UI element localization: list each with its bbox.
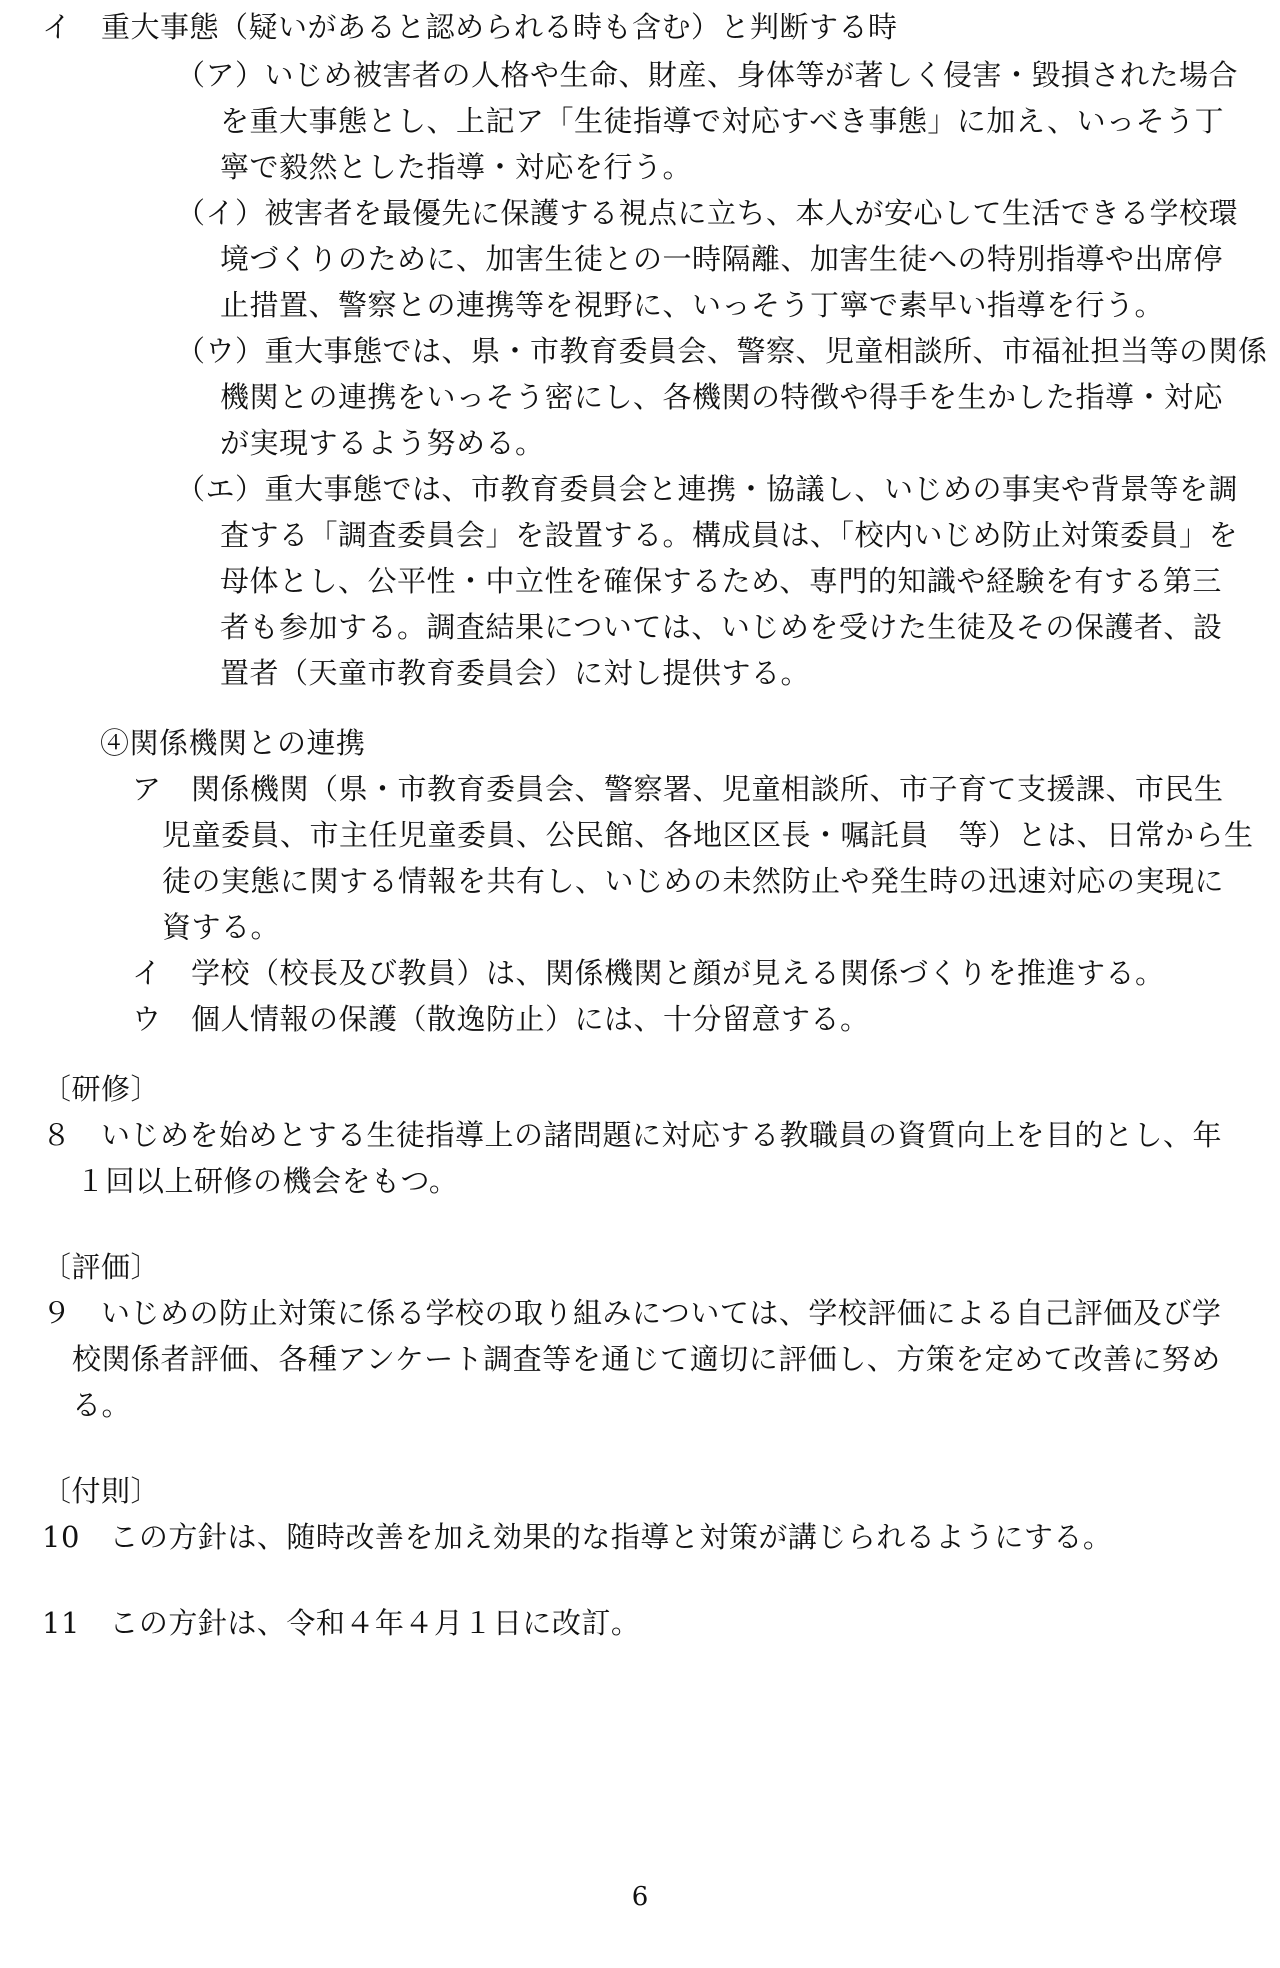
- item-i-cont-line: 境づくりのために、加害生徒との一時隔離、加害生徒への特別指導や出席停: [220, 242, 1224, 276]
- item-e-cont-line: 置者（天童市教育委員会）に対し提供する。: [220, 656, 811, 690]
- liaison-item-i: イ 学校（校長及び教員）は、関係機関と顔が見える関係づくりを推進する。: [132, 956, 1165, 990]
- item-i-cont-line: 止措置、警察との連携等を視野に、いっそう丁寧で素早い指導を行う。: [220, 288, 1165, 322]
- supplementary-item-11: 11 この方針は、令和４年４月１日に改訂。: [42, 1606, 641, 1640]
- training-first-line: ８ いじめを始めとする生徒指導上の諸問題に対応する教職員の資質向上を目的とし、年: [42, 1118, 1223, 1152]
- item-a-first-line: （ア）いじめ被害者の人格や生命、財産、身体等が著しく侵害・毀損された場合: [176, 58, 1239, 92]
- item-e-cont-line: 査する「調査委員会」を設置する。構成員は、「校内いじめ防止対策委員」を: [220, 518, 1239, 552]
- item-u-first-line: （ウ）重大事態では、県・市教育委員会、警察、児童相談所、市福祉担当等の関係: [176, 334, 1268, 368]
- item-u-cont-line: 機関との連携をいっそう密にし、各機関の特徴や得手を生かした指導・対応: [220, 380, 1224, 414]
- evaluation-heading: 〔評価〕: [42, 1250, 161, 1284]
- liaison-item-a-cont-line: 資する。: [162, 910, 281, 944]
- item-a-cont-line: を重大事態とし、上記ア「生徒指導で対応すべき事態」に加え、いっそう丁: [220, 104, 1225, 138]
- liaison-item-u: ウ 個人情報の保護（散逸防止）には、十分留意する。: [132, 1002, 870, 1036]
- item-u-cont-line: が実現するよう努める。: [220, 426, 545, 460]
- item-a-cont-line: 寧で毅然とした指導・対応を行う。: [220, 150, 693, 184]
- training-heading: 〔研修〕: [42, 1072, 161, 1106]
- evaluation-cont-line: 校関係者評価、各種アンケート調査等を通じて適切に評価し、方策を定めて改善に努め: [72, 1342, 1221, 1376]
- supplementary-item-10: 10 この方針は、随時改善を加え効果的な指導と対策が講じられるようにする。: [42, 1520, 1113, 1554]
- item-e-cont-line: 母体とし、公平性・中立性を確保するため、専門的知識や経験を有する第三: [220, 564, 1222, 598]
- page-number: 6: [631, 1882, 649, 1912]
- liaison-item-a-cont-line: 児童委員、市主任児童委員、公民館、各地区区長・嘱託員 等）とは、日常から生: [162, 818, 1254, 852]
- evaluation-first-line: ９ いじめの防止対策に係る学校の取り組みについては、学校評価による自己評価及び学: [42, 1296, 1222, 1330]
- section-i-heading: イ 重大事態（疑いがあると認められる時も含む）と判断する時: [42, 10, 898, 44]
- liaison-item-a-first-line: ア 関係機関（県・市教育委員会、警察署、児童相談所、市子育て支援課、市民生: [132, 772, 1224, 806]
- supplementary-heading: 〔付則〕: [42, 1474, 161, 1508]
- liaison-item-a-cont-line: 徒の実態に関する情報を共有し、いじめの未然防止や発生時の迅速対応の実現に: [162, 864, 1225, 898]
- item-e-first-line: （エ）重大事態では、市教育委員会と連携・協議し、いじめの事実や背景等を調: [176, 472, 1239, 506]
- section-4-heading: ④関係機関との連携: [100, 726, 366, 760]
- evaluation-cont-line: る。: [72, 1388, 132, 1422]
- item-i-first-line: （イ）被害者を最優先に保護する視点に立ち、本人が安心して生活できる学校環: [176, 196, 1239, 230]
- item-e-cont-line: 者も参加する。調査結果については、いじめを受けた生徒及その保護者、設: [220, 610, 1223, 644]
- training-cont-line: １回以上研修の機会をもつ。: [76, 1164, 459, 1198]
